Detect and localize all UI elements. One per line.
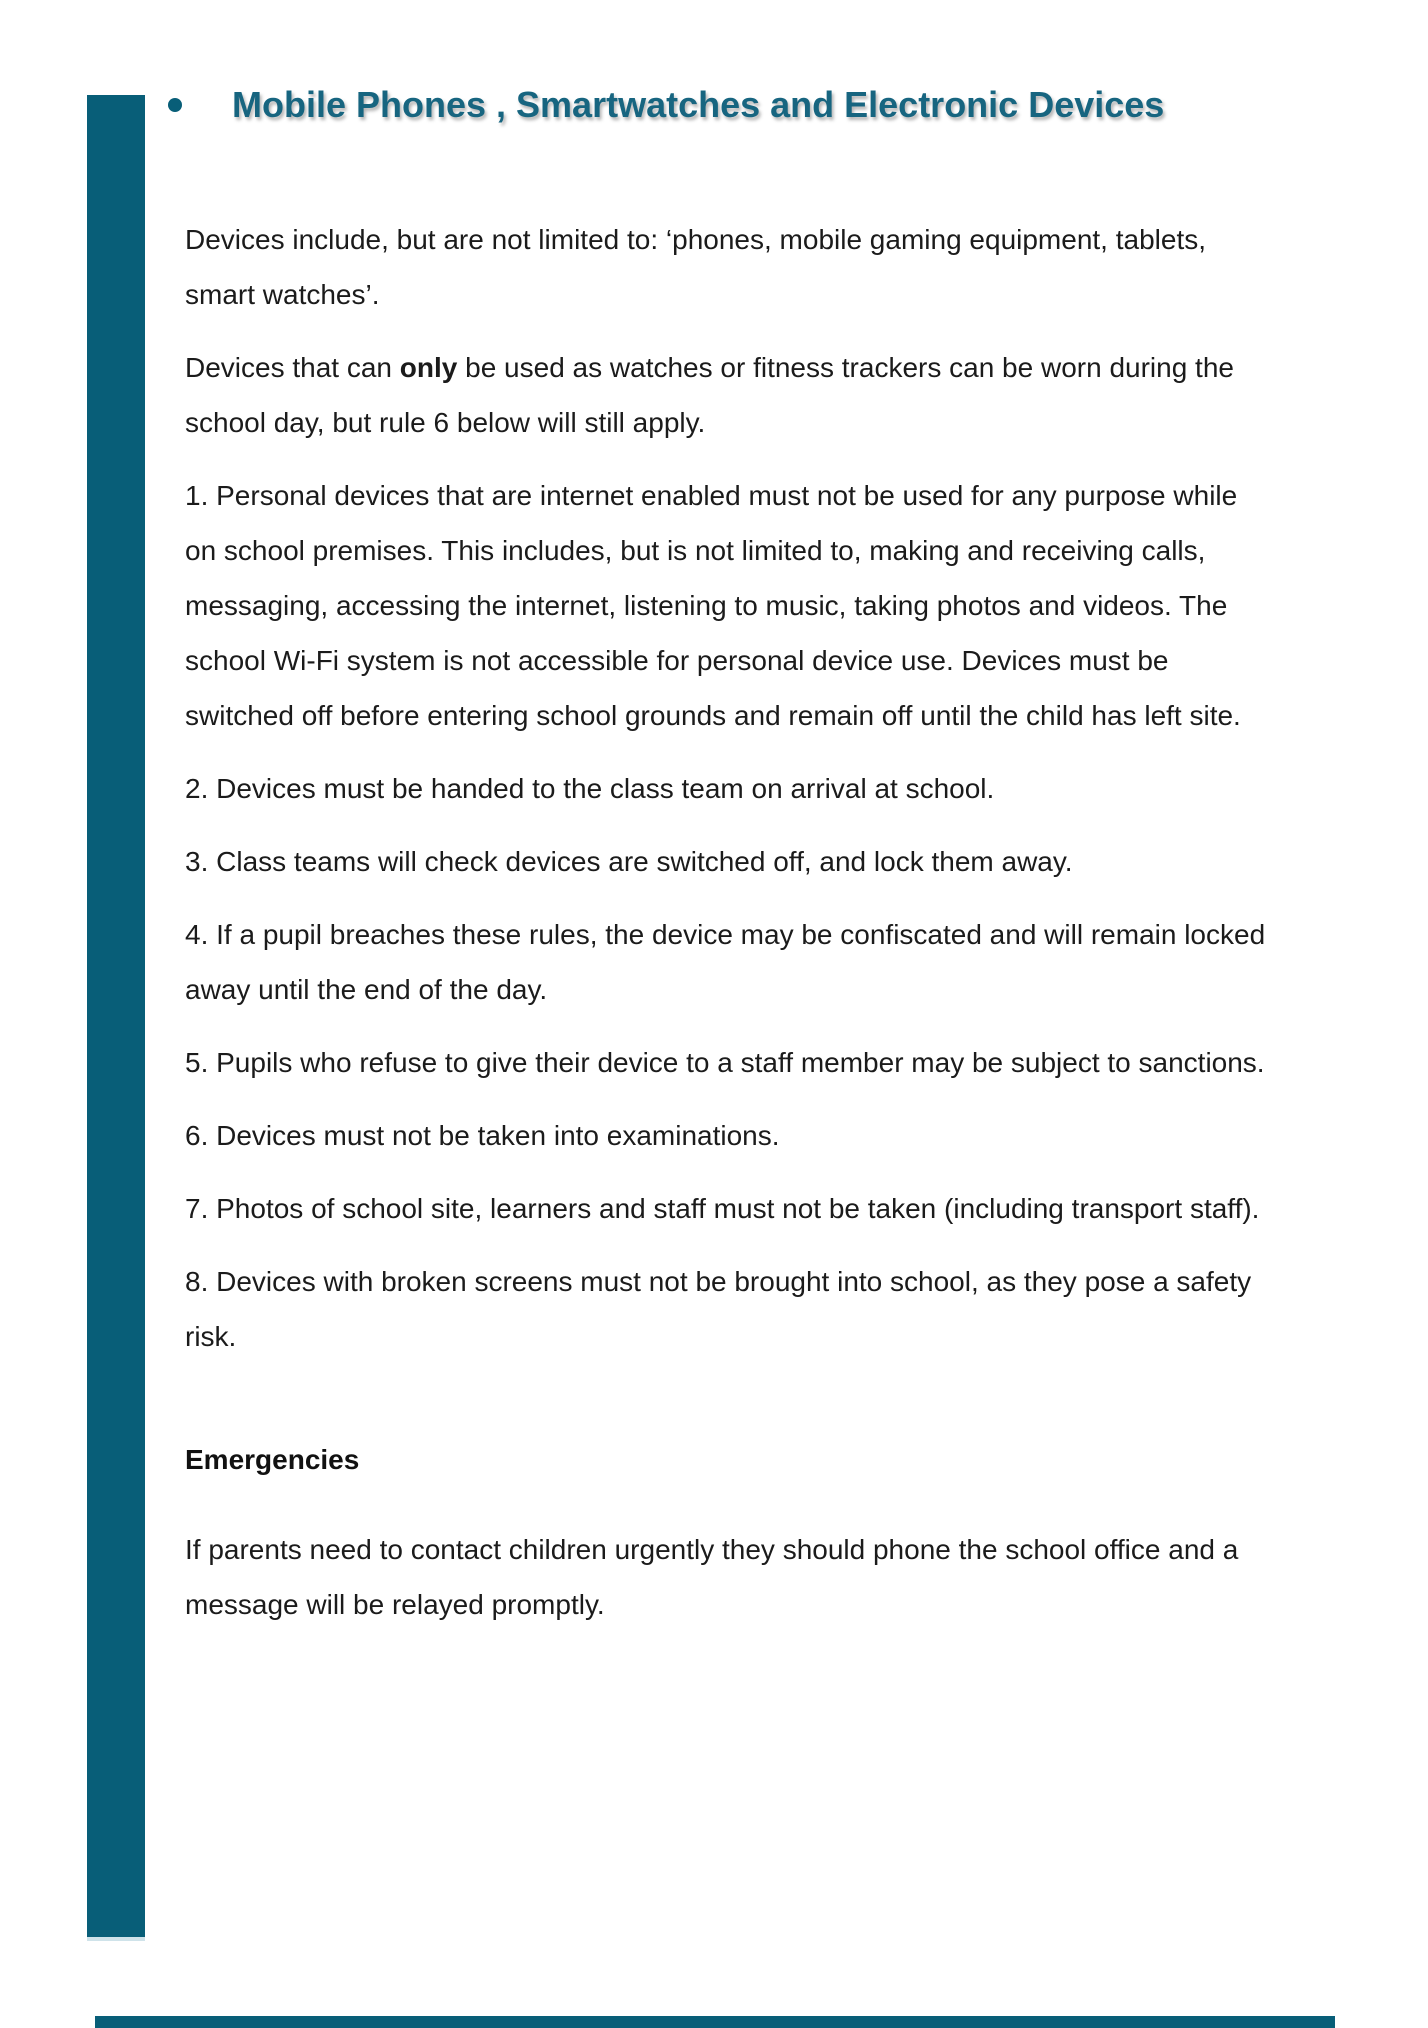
rule-2: 2. Devices must be handed to the class team on arrival at school. [185, 773, 995, 804]
left-accent-bar [87, 95, 145, 1937]
rule-3: 3. Class teams will check devices are switched off, and lock them away. [185, 846, 1073, 877]
intro-paragraph-2-tail: be used as watches or fitness trackers can be worn during the school day, but rule 6 below will still apply. [185, 352, 1234, 438]
intro-paragraph-1: Devices include, but are not limited to: ‘phones, mobile gaming equipment, tablets, smart watches’. [185, 224, 1207, 310]
emergencies-paragraph: If parents need to contact children urgently they should phone the school office and a message will be relayed promptly. [185, 1534, 1239, 1620]
rule-6: 6. Devices must not be taken into examinations. [185, 1120, 780, 1151]
intro-paragraph-2 [185, 340, 1273, 450]
rule-4: 4. If a pupil breaches these rules, the device may be confiscated and will remain locked away until the end of the day. [185, 919, 1266, 1005]
emergencies-heading: Emergencies [185, 1444, 360, 1475]
intro-paragraph-2-lead: Devices that can [185, 352, 400, 383]
intro-paragraph-2-bold-word: only [399, 352, 458, 383]
section-title: Mobile Phones , Smartwatches and Electronic Devices [232, 84, 1165, 125]
bullet-icon [168, 98, 182, 112]
document-body [185, 212, 1273, 1650]
section-heading-row [168, 82, 1164, 128]
left-accent-bar-shadow [87, 1937, 145, 1941]
rule-7: 7. Photos of school site, learners and staff must not be taken (including transport staff). [185, 1193, 1260, 1224]
rule-8: 8. Devices with broken screens must not be brought into school, as they pose a safety risk. [185, 1266, 1252, 1352]
rule-5: 5. Pupils who refuse to give their device to a staff member may be subject to sanctions. [185, 1047, 1265, 1078]
bottom-accent-bar [95, 2016, 1335, 2028]
rule-1: 1. Personal devices that are internet enabled must not be used for any purpose while on school premises. This includes, but is not limited to, making and receiving calls, messaging, accessing the internet, listening to music, taking photos and videos. The school Wi-Fi system is not accessible for personal device use. Devices must be switched off before entering school grounds and remain off until the child has left site. [185, 480, 1241, 731]
